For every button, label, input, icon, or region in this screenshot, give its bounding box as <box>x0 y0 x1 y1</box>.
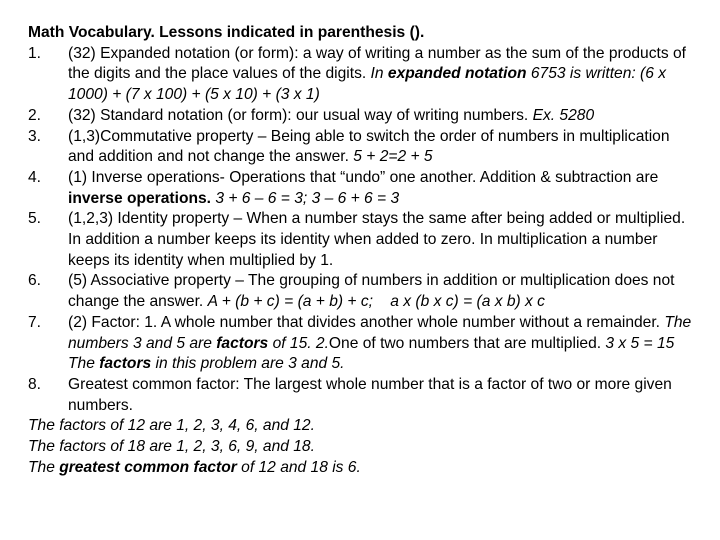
item-text: Greatest common factor: The largest whole number that is a factor of two or more given numbers. <box>68 375 672 414</box>
item-example-bold: factors <box>216 334 269 352</box>
item-text: (1) Inverse operations- Operations that “undo” one another. Addition & subtraction are <box>68 168 659 186</box>
list-item <box>28 168 698 209</box>
list-item <box>28 44 698 106</box>
item-number: 7. <box>28 313 42 331</box>
item-text: (32) Expanded notation (or form): a way of writing a number as the sum of the products of the digits and the place values of the digits. <box>68 44 686 83</box>
item-text: (32) Standard notation (or form): our usual way of writing numbers. <box>68 106 533 124</box>
item-example: 5 + 2=2 + 5 <box>353 148 433 166</box>
item-example: Ex. 5280 <box>532 106 595 124</box>
list-item <box>28 127 698 168</box>
item-number: 1. <box>28 44 42 62</box>
item-example-2: 3 x 5 = 15 The factors in this problem are 3 and 5. <box>68 334 675 373</box>
vocabulary-content <box>28 23 698 478</box>
item-number: 4. <box>28 168 42 186</box>
list-item <box>28 271 698 312</box>
item-example-bold: factors <box>99 355 152 373</box>
item-number: 8. <box>28 375 42 393</box>
item-number: 2. <box>28 106 42 124</box>
list-item <box>28 313 698 375</box>
item-number: 3. <box>28 127 42 145</box>
item-number: 6. <box>28 272 42 290</box>
footer-bold: greatest common factor <box>59 458 237 476</box>
item-example: In expanded notation 6753 is written: (6 x 1000) + (7 x 100) + (5 x 10) + (3 x 1) <box>68 65 667 104</box>
item-example: A + (b + c) = (a + b) + c; a x (b x c) = (a x b) x c <box>207 293 545 311</box>
page-title: Math Vocabulary. Lessons indicated in parenthesis (). <box>28 24 425 41</box>
item-number: 5. <box>28 210 42 228</box>
item-example: The numbers 3 and 5 are factors of 15. 2. <box>68 313 692 352</box>
footer-line: The factors of 18 are 1, 2, 3, 6, 9, and 18. <box>28 438 315 456</box>
list-item <box>28 375 698 416</box>
item-text: (1,3)Commutative property – Being able to switch the order of numbers in multiplication and addition and not change the answer. <box>68 127 670 166</box>
item-text: (5) Associative property – The grouping of numbers in addition or multiplication does not change the answer. <box>68 272 675 311</box>
list-item <box>28 209 698 271</box>
item-text-2: One of two numbers that are multiplied. <box>328 334 606 352</box>
item-term-bold: inverse operations. <box>68 189 211 207</box>
item-text: (1,2,3) Identity property – When a number stays the same after being added or multiplied. In addition a number keeps its identity when added to zero. In multiplication a number keeps its identity when multiplied by 1. <box>68 210 686 269</box>
footer-line: The factors of 12 are 1, 2, 3, 4, 6, and 12. <box>28 417 315 435</box>
list-item <box>28 106 698 127</box>
footer-line: The greatest common factor of 12 and 18 is 6. <box>28 458 361 476</box>
item-example: 3 + 6 – 6 = 3; 3 – 6 + 6 = 3 <box>211 189 400 207</box>
item-example-bold: expanded notation <box>387 65 527 83</box>
item-text: (2) Factor: 1. A whole number that divides another whole number without a remainder. <box>68 313 665 331</box>
